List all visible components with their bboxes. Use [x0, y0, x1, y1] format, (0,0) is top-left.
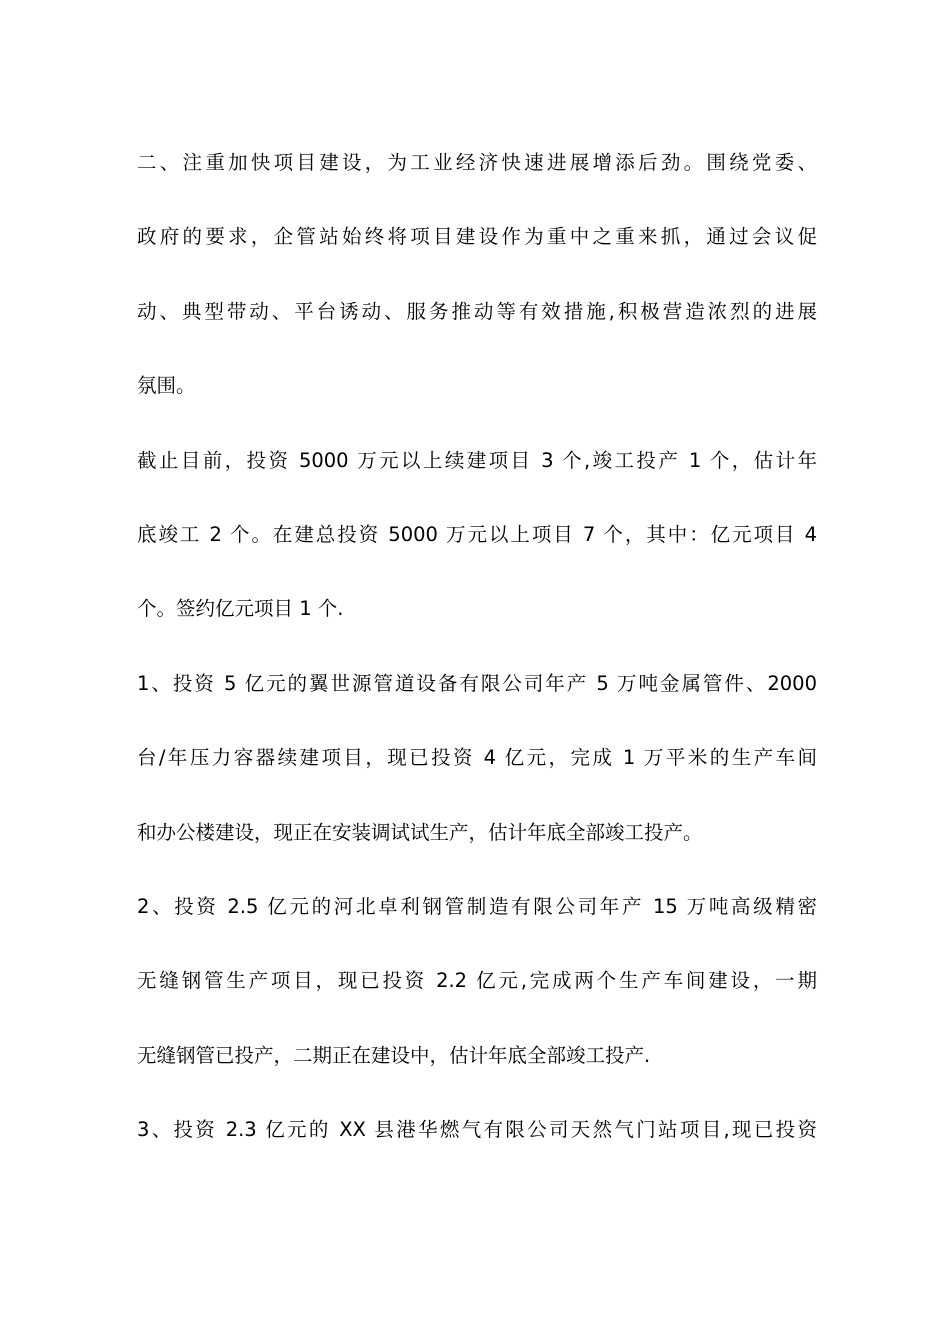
document-body [137, 126, 817, 1167]
text-line: 底竣工 2 个。在建总投资 5000 万元以上项目 7 个，其中：亿元项目 4 [137, 522, 817, 546]
text-line: 无缝钢管已投产，二期正在建设中，估计年底全部竣工投产. [137, 1043, 651, 1067]
text-line: 2、投资 2.5 亿元的河北卓利钢管制造有限公司年产 15 万吨高级精密 [137, 894, 817, 918]
text-line: 二、注重加快项目建设，为工业经济快速进展增添后劲。围绕党委、 [137, 151, 817, 174]
text-line: 截止目前，投资 5000 万元以上续建项目 3 个,竣工投产 1 个，估计年 [137, 448, 817, 472]
text-line: 氛围。 [137, 374, 196, 398]
text-line: 和办公楼建设，现正在安装调试试生产，估计年底全部竣工投产。 [137, 820, 703, 844]
text-line: 1、投资 5 亿元的翼世源管道设备有限公司年产 5 万吨金属管件、2000 [137, 671, 817, 695]
text-line: 个。签约亿元项目 1 个. [137, 597, 344, 621]
text-line: 无缝钢管生产项目，现已投资 2.2 亿元,完成两个生产车间建设，一期 [137, 969, 817, 993]
text-line: 动、典型带动、平台诱动、服务推动等有效措施,积极营造浓烈的进展 [137, 299, 817, 323]
text-line: 政府的要求，企管站始终将项目建设作为重中之重来抓，通过会议促 [137, 225, 817, 249]
text-line: 台/年压力容器续建项目，现已投资 4 亿元，完成 1 万平米的生产车间 [137, 746, 817, 770]
text-line: 3、投资 2.3 亿元的 XX 县港华燃气有限公司天然气门站项目,现已投资 [137, 1118, 817, 1142]
